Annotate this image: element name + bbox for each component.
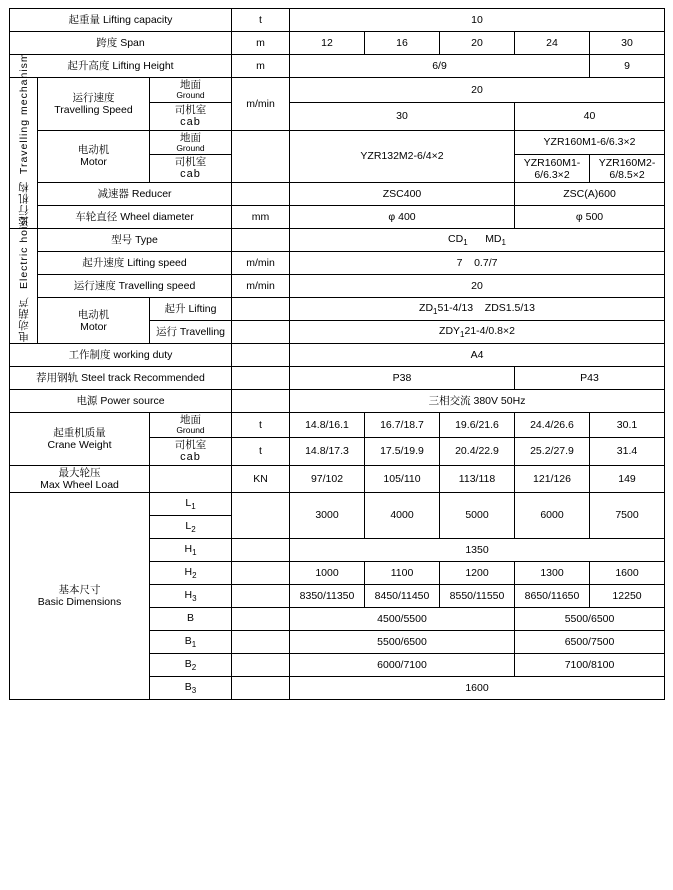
row-label-hoist-travelling-speed: 运行速度 Travelling speed xyxy=(38,275,232,298)
value-motor-right-bl: YZR160M1-6/6.3×2 xyxy=(515,155,590,183)
value-span-5: 30 xyxy=(590,32,665,55)
dim-label-l2: $L_2$ xyxy=(150,515,232,538)
value-hoist-motor-travelling: $ZDY_121-4/0.8\times 2$ xyxy=(290,321,665,344)
table-row xyxy=(10,275,665,298)
table-row xyxy=(10,367,665,390)
value-hoist-lifting-speed: 7 0.7/7 xyxy=(290,252,665,275)
value-h2-1: 1000 xyxy=(290,561,365,584)
dim-unit-h1-empty xyxy=(232,538,290,561)
value-max-wheel-load-1: 97/102 xyxy=(290,465,365,492)
row-label-type: 型号 Type xyxy=(38,229,232,252)
sublabel-hoist-motor-travelling: 运行 Travelling xyxy=(150,321,232,344)
dim-unit-b3-empty xyxy=(232,676,290,699)
value-crane-weight-cab-5: 31.4 xyxy=(590,437,665,465)
value-span-4: 24 xyxy=(515,32,590,55)
value-b-b: 5500/6500 xyxy=(515,607,665,630)
unit-max-wheel-load: KN xyxy=(232,465,290,492)
dim-unit-b1-empty xyxy=(232,630,290,653)
value-h3-2: 8450/11450 xyxy=(365,584,440,607)
sublabel-motor-ground: 地面 Ground xyxy=(150,130,232,155)
value-hoist-motor-lifting: $ZD_151-4/13$ ZDS1.5/13 xyxy=(290,298,665,321)
unit-steel-track-empty xyxy=(232,367,290,390)
value-crane-weight-ground-4: 24.4/26.6 xyxy=(515,413,590,438)
row-label-travelling-speed: 运行速度 Travelling Speed xyxy=(38,78,150,131)
dim-unit-l-empty xyxy=(232,492,290,538)
value-power-source: 三相交流 380V 50Hz xyxy=(290,390,665,413)
table-row xyxy=(10,465,665,492)
value-span-3: 20 xyxy=(440,32,515,55)
value-type: $CD_1$ $MD_1$ xyxy=(290,229,665,252)
value-crane-weight-ground-3: 19.6/21.6 xyxy=(440,413,515,438)
value-crane-weight-ground-1: 14.8/16.1 xyxy=(290,413,365,438)
value-lifting-height-a: 6/9 xyxy=(290,55,590,78)
value-motor-right-top: YZR160M1-6/6.3×2 xyxy=(515,130,665,155)
dim-unit-b2-empty xyxy=(232,653,290,676)
sublabel-crane-weight-ground: 地面 Ground xyxy=(150,413,232,438)
value-max-wheel-load-5: 149 xyxy=(590,465,665,492)
value-h2-4: 1300 xyxy=(515,561,590,584)
value-b-a: 4500/5500 xyxy=(290,607,515,630)
dim-unit-b-empty xyxy=(232,607,290,630)
value-h3-5: 12250 xyxy=(590,584,665,607)
sublabel-motor-cab: 司机室 cab xyxy=(150,155,232,183)
value-steel-track-b: P43 xyxy=(515,367,665,390)
value-span-2: 16 xyxy=(365,32,440,55)
table-row xyxy=(10,413,665,438)
unit-wheel-diameter: mm xyxy=(232,206,290,229)
value-crane-weight-ground-5: 30.1 xyxy=(590,413,665,438)
unit-hoist-travelling-speed: m/min xyxy=(232,275,290,298)
value-h2-5: 1600 xyxy=(590,561,665,584)
sublabel-travelling-speed-cab: 司机室 cab xyxy=(150,102,232,130)
max-wheel-load-blank xyxy=(150,465,232,492)
unit-lifting-height: m xyxy=(232,55,290,78)
value-crane-weight-cab-1: 14.8/17.3 xyxy=(290,437,365,465)
row-label-reducer: 减速器 Reducer xyxy=(38,183,232,206)
row-label-span: 跨度 Span xyxy=(10,32,232,55)
unit-motor-empty xyxy=(232,130,290,183)
value-b2-b: 7100/8100 xyxy=(515,653,665,676)
value-h3-1: 8350/11350 xyxy=(290,584,365,607)
value-working-duty: A4 xyxy=(290,344,665,367)
dim-label-b2: $B_2$ xyxy=(150,653,232,676)
table-row xyxy=(10,130,665,155)
dim-label-h1: $H_1$ xyxy=(150,538,232,561)
row-label-hoist-motor: 电动机 Motor xyxy=(38,298,150,344)
value-wheel-diameter-a: φ 400 xyxy=(290,206,515,229)
value-span-1: 12 xyxy=(290,32,365,55)
value-reducer-a: ZSC400 xyxy=(290,183,515,206)
unit-hoist-lifting-speed: m/min xyxy=(232,252,290,275)
value-b2-a: 6000/7100 xyxy=(290,653,515,676)
value-reducer-b: ZSC(A)600 xyxy=(515,183,665,206)
value-b3: 1600 xyxy=(290,676,665,699)
sublabel-hoist-motor-lifting: 起升 Lifting xyxy=(150,298,232,321)
row-label-working-duty: 工作制度 working duty xyxy=(10,344,232,367)
table-row xyxy=(10,32,665,55)
value-crane-weight-ground-2: 16.7/18.7 xyxy=(365,413,440,438)
unit-lifting-capacity: t xyxy=(232,9,290,32)
value-motor-right-br: YZR160M2-6/8.5×2 xyxy=(590,155,665,183)
dim-label-l1: $L_1$ xyxy=(150,492,232,515)
table-row xyxy=(10,344,665,367)
value-motor-left: YZR132M2-6/4×2 xyxy=(290,130,515,183)
table-row xyxy=(10,229,665,252)
section-label-basic-dimensions: 基本尺寸 Basic Dimensions xyxy=(10,492,150,699)
sublabel-crane-weight-cab: 司机室 cab xyxy=(150,437,232,465)
unit-span: m xyxy=(232,32,290,55)
row-label-max-wheel-load: 最大轮压 Max Wheel Load xyxy=(10,465,150,492)
unit-reducer-empty xyxy=(232,183,290,206)
dim-label-b1: $B_1$ xyxy=(150,630,232,653)
value-crane-weight-cab-2: 17.5/19.9 xyxy=(365,437,440,465)
value-max-wheel-load-3: 113/118 xyxy=(440,465,515,492)
row-label-hoist-lifting-speed: 起升速度 Lifting speed xyxy=(38,252,232,275)
value-max-wheel-load-2: 105/110 xyxy=(365,465,440,492)
section-label-travelling-mechanism: 运行机构 Travelling mechanism xyxy=(10,78,38,229)
value-lifting-capacity: 10 xyxy=(290,9,665,32)
table-row xyxy=(10,206,665,229)
value-l-4: 6000 xyxy=(515,492,590,538)
unit-crane-weight-ground: t xyxy=(232,413,290,438)
row-label-crane-weight: 起重机质量 Crane Weight xyxy=(10,413,150,466)
sublabel-travelling-speed-ground: 地面 Ground xyxy=(150,78,232,103)
value-steel-track-a: P38 xyxy=(290,367,515,390)
table-row xyxy=(10,55,665,78)
table-row xyxy=(10,183,665,206)
table-row xyxy=(10,298,665,321)
value-h2-3: 1200 xyxy=(440,561,515,584)
section-label-electric-hoist: 电动葫芦 Electric hoist xyxy=(10,229,38,344)
value-l-2: 4000 xyxy=(365,492,440,538)
unit-travelling-speed: m/min xyxy=(232,78,290,131)
table-row xyxy=(10,252,665,275)
dim-label-h2: $H_2$ xyxy=(150,561,232,584)
row-label-steel-track: 荐用钢轨 Steel track Recommended xyxy=(10,367,232,390)
value-h2-2: 1100 xyxy=(365,561,440,584)
value-max-wheel-load-4: 121/126 xyxy=(515,465,590,492)
dim-unit-h3-empty xyxy=(232,584,290,607)
value-crane-weight-cab-3: 20.4/22.9 xyxy=(440,437,515,465)
unit-working-duty-empty xyxy=(232,344,290,367)
unit-crane-weight-cab: t xyxy=(232,437,290,465)
table-row xyxy=(10,390,665,413)
value-lifting-height-b: 9 xyxy=(590,55,665,78)
value-l-1: 3000 xyxy=(290,492,365,538)
value-h3-3: 8550/11550 xyxy=(440,584,515,607)
row-label-motor: 电动机 Motor xyxy=(38,130,150,183)
table-row xyxy=(10,9,665,32)
row-label-lifting-capacity: 起重量 Lifting capacity xyxy=(10,9,232,32)
unit-hoist-motor-travelling-empty xyxy=(232,321,290,344)
unit-type-empty xyxy=(232,229,290,252)
dim-label-b3: $B_3$ xyxy=(150,676,232,699)
dim-label-b: B xyxy=(150,607,232,630)
value-h1: 1350 xyxy=(290,538,665,561)
row-label-wheel-diameter: 车轮直径 Wheel diameter xyxy=(38,206,232,229)
row-label-power-source: 电源 Power source xyxy=(10,390,232,413)
row-label-lifting-height: 起升高度 Lifting Height xyxy=(10,55,232,78)
dim-unit-h2-empty xyxy=(232,561,290,584)
dim-label-h3: $H_3$ xyxy=(150,584,232,607)
crane-specification-table xyxy=(9,8,665,700)
unit-hoist-motor-lifting-empty xyxy=(232,298,290,321)
value-b1-a: 5500/6500 xyxy=(290,630,515,653)
value-b1-b: 6500/7500 xyxy=(515,630,665,653)
value-travelling-speed-cab-a: 30 xyxy=(290,102,515,130)
value-l-3: 5000 xyxy=(440,492,515,538)
table-row xyxy=(10,78,665,103)
value-wheel-diameter-b: φ 500 xyxy=(515,206,665,229)
value-travelling-speed-cab-b: 40 xyxy=(515,102,665,130)
value-l-5: 7500 xyxy=(590,492,665,538)
unit-power-source-empty xyxy=(232,390,290,413)
value-travelling-speed-ground: 20 xyxy=(290,78,665,103)
value-h3-4: 8650/11650 xyxy=(515,584,590,607)
table-row xyxy=(10,492,665,515)
value-crane-weight-cab-4: 25.2/27.9 xyxy=(515,437,590,465)
value-hoist-travelling-speed: 20 xyxy=(290,275,665,298)
